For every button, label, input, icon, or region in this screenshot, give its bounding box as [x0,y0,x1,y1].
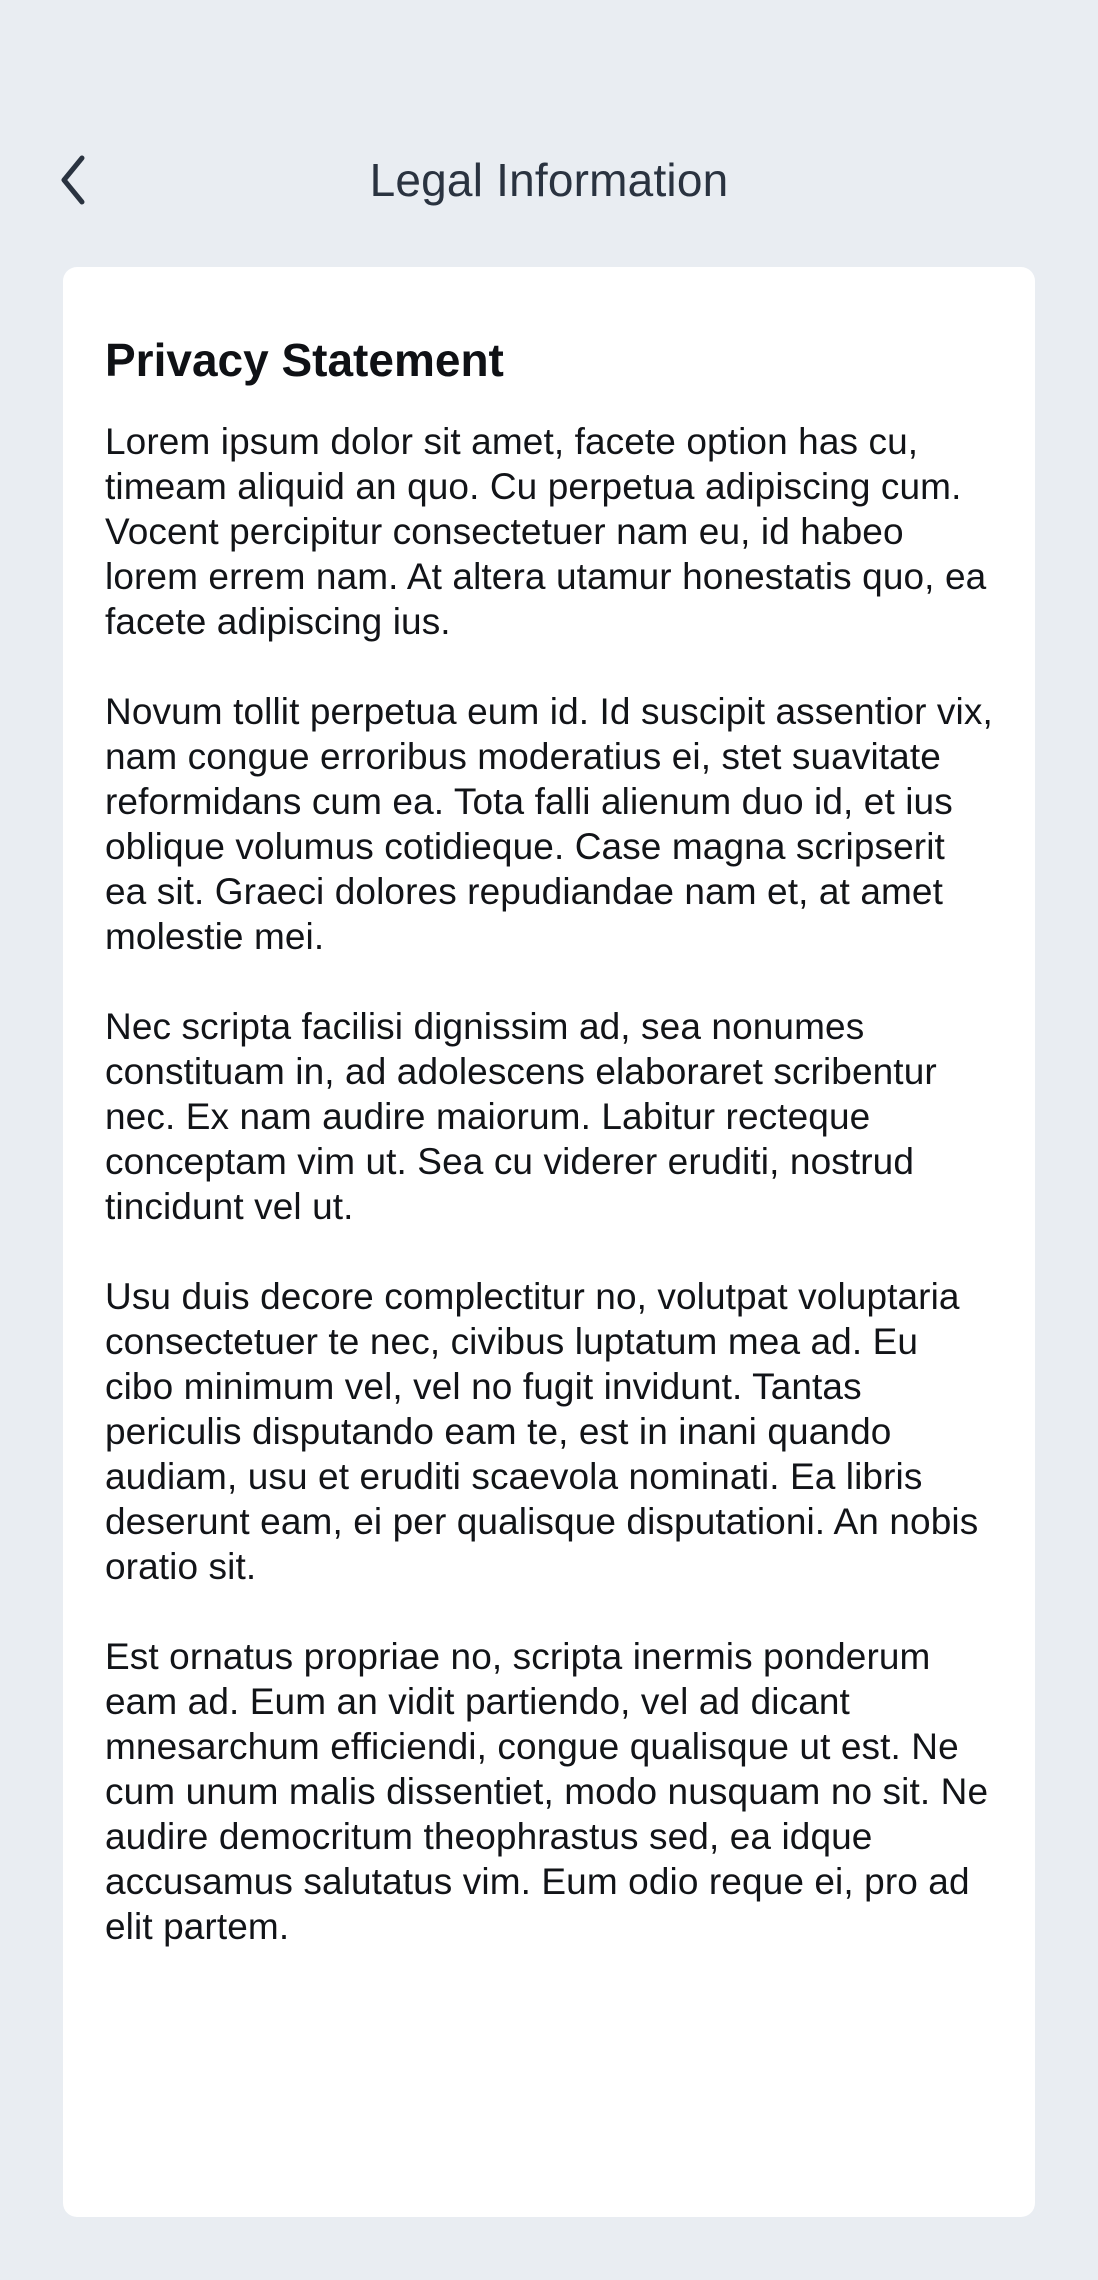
privacy-paragraph-1: Lorem ipsum dolor sit amet, facete option has cu, timeam aliquid an quo. Cu perpetua adipiscing cum. Vocent percipitur consectetuer nam eu, id habeo lorem errem nam. At altera utamur honestatis quo, ea facete adipiscing ius. [105,421,987,642]
privacy-paragraph-5: Est ornatus propriae no, scripta inermis ponderum eam ad. Eum an vidit partiendo, vel ad dicant mnesarchum efficiendi, congue qualisque ut est. Ne cum unum malis dissentiet, modo nusquam no sit. Ne audire democritum theophrastus sed, ea idque accusamus salutatus vim. Eum odio reque ei, pro ad elit partem. [105,1636,989,1947]
section-title: Privacy Statement [105,334,504,386]
privacy-paragraph-3: Nec scripta facilisi dignissim ad, sea nonumes constituam in, ad adolescens elaboraret scribentur nec. Ex nam audire maiorum. Labitur recteque conceptam vim ut. Sea cu viderer eruditi, nostrud tincidunt vel ut. [105,1006,937,1227]
header-bar [0,120,1098,240]
legal-content-card [63,267,1035,2217]
page-title: Legal Information [369,154,729,206]
privacy-paragraph-2: Novum tollit perpetua eum id. Id suscipit assentior vix, nam congue erroribus moderatius ei, stet suavitate reformidans cum ea. Tota falli alienum duo id, et ius oblique volumus cotidieque. Case magna scripserit ea sit. Graeci dolores repudiandae nam et, at amet molestie mei. [105,691,993,957]
privacy-paragraph-4: Usu duis decore complectitur no, volutpat voluptaria consectetuer te nec, civibus luptatum mea ad. Eu cibo minimum vel, vel no fugit invidunt. Tantas periculis disputando eam te, est in inani quando audiam, usu et eruditi scaevola nominati. Ea libris deserunt eam, ei per qualisque disputationi. An nobis oratio sit. [105,1276,979,1587]
